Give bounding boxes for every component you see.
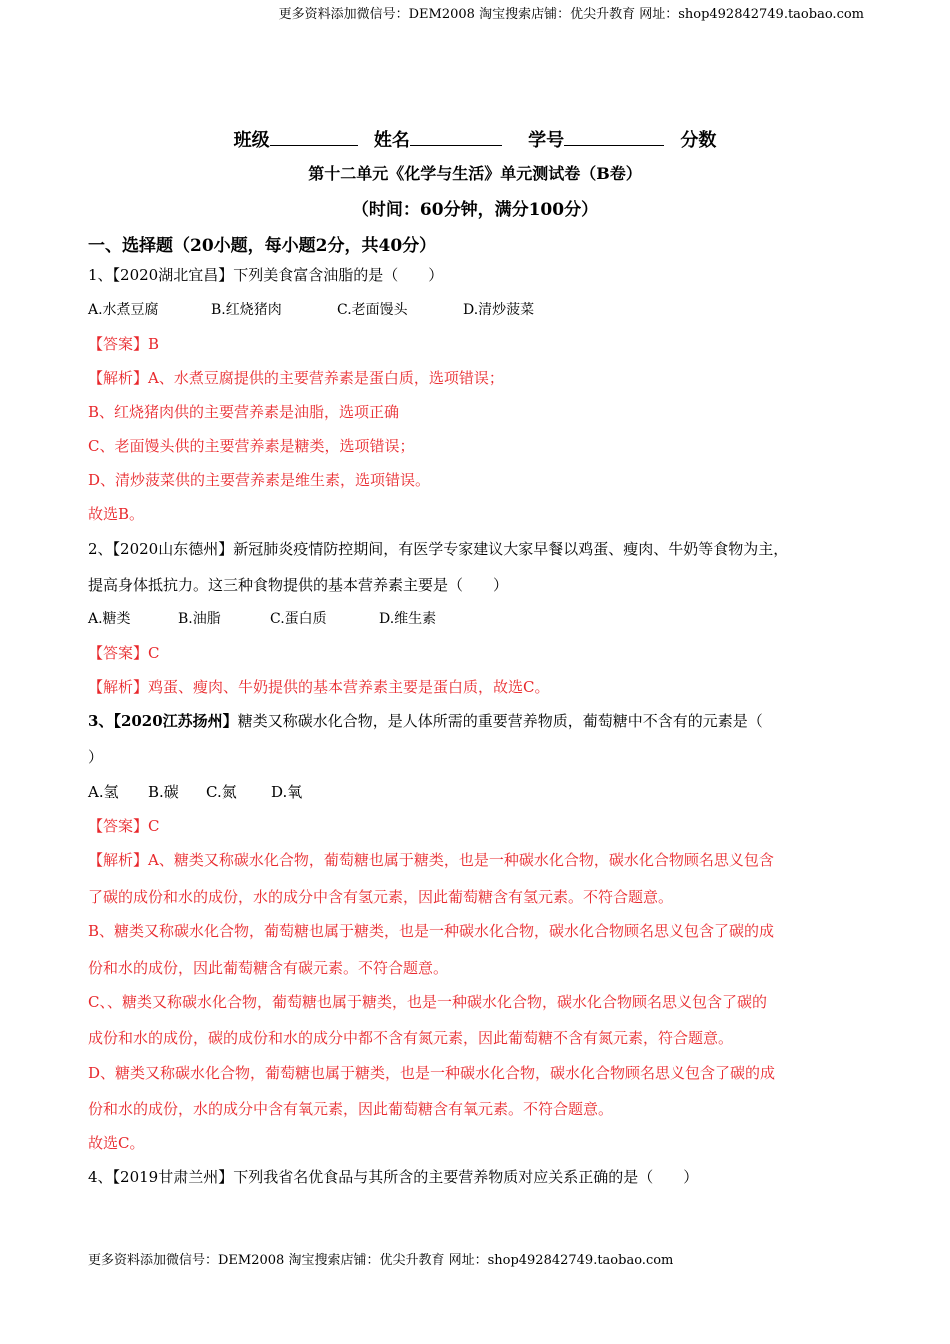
q2-answer: 【答案】C (88, 644, 160, 662)
section-heading: 一、选择题（20小题，每小题2分，共40分） (88, 236, 437, 256)
page-title: 第十二单元《化学与生活》单元测试卷（B卷） (308, 164, 642, 183)
q2-stem-1: 2、【2020山东德州】新冠肺炎疫情防控期间，有医学专家建议大家早餐以鸡蛋、瘦肉、牛奶等食物为主， (88, 540, 789, 558)
q3-option-a: A.氢 (88, 783, 119, 801)
q1-explain-1: 【解析】A、水煮豆腐提供的主要营养素是蛋白质，选项错误； (88, 369, 504, 387)
q3-stem-1 (88, 710, 763, 731)
q3-explain-8: 份和水的成份，水的成分中含有氧元素，因此葡萄糖含有氧元素。不符合题意。 (88, 1100, 614, 1118)
q3-option-c: C.氮 (206, 783, 237, 801)
class-label: 班级 (233, 130, 270, 151)
q3-answer: 【答案】C (88, 817, 160, 835)
q2-explain: 【解析】鸡蛋、瘦肉、牛奶提供的基本营养素主要是蛋白质，故选C。 (88, 678, 550, 696)
q1-explain-2: B、红烧猪肉供的主要营养素是油脂，选项正确 (88, 403, 400, 421)
q3-explain-6: 成份和水的成份，碳的成份和水的成分中都不含有氮元素，因此葡萄糖不含有氮元素，符合题意。 (88, 1029, 734, 1047)
q1-stem: 1、【2020湖北宜昌】下列美食富含油脂的是（ ） (88, 266, 444, 284)
q3-source: 【2020江苏扬州】 (113, 712, 238, 730)
q3-conclusion: 故选C。 (88, 1134, 145, 1152)
page-header: 更多资料添加微信号：DEM2008 淘宝搜索店铺：优尖升教育 网址：shop492842749.taobao.com (278, 7, 864, 22)
name-blank (410, 131, 502, 146)
q2-stem-2: 提高身体抵抗力。这三种食物提供的基本营养素主要是（ ） (88, 576, 509, 594)
q3-stem-2: ） (88, 748, 104, 766)
q3-stem-text: 糖类又称碳水化合物，是人体所需的重要营养物质，葡萄糖中不含有的元素是（ (237, 712, 763, 730)
q3-explain-7: D、糖类又称碳水化合物，葡萄糖也属于糖类，也是一种碳水化合物，碳水化合物顾名思义包含了碳的成 (88, 1064, 776, 1082)
q3-explain-2: 了碳的成份和水的成份，水的成分中含有氢元素，因此葡萄糖含有氢元素。不符合题意。 (88, 888, 674, 906)
q1-explain-3: C、老面馒头供的主要营养素是糖类，选项错误； (88, 437, 415, 455)
q2-option-c: C.蛋白质 (270, 611, 327, 627)
page-subtitle: （时间：60分钟，满分100分） (351, 200, 599, 220)
q1-option-a: A.水煮豆腐 (88, 302, 159, 318)
q4-stem: 4、【2019甘肃兰州】下列我省名优食品与其所含的主要营养物质对应关系正确的是（ ） (88, 1168, 699, 1186)
name-label: 姓名 (373, 130, 410, 151)
q1-option-d: D.清炒菠菜 (463, 302, 535, 318)
q3-explain-5: C、、糖类又称碳水化合物，葡萄糖也属于糖类，也是一种碳水化合物，碳水化合物顾名思义包含了碳的 (88, 993, 767, 1011)
score-label: 分数 (680, 130, 717, 151)
q3-explain-1: 【解析】A、糖类又称碳水化合物，葡萄糖也属于糖类，也是一种碳水化合物，碳水化合物顾名思义包含 (88, 851, 774, 869)
page-footer: 更多资料添加微信号：DEM2008 淘宝搜索店铺：优尖升教育 网址：shop492842749.taobao.com (88, 1253, 674, 1268)
q1-conclusion: 故选B。 (88, 505, 145, 523)
q2-options (88, 608, 436, 628)
q3-number: 3、 (88, 712, 114, 730)
q3-explain-4: 份和水的成份，因此葡萄糖含有碳元素。不符合题意。 (88, 959, 449, 977)
number-blank (564, 131, 664, 146)
q1-options (88, 299, 534, 319)
number-label: 学号 (528, 130, 565, 151)
q1-option-b: B.红烧猪肉 (211, 302, 282, 318)
q1-explain-4: D、清炒菠菜供的主要营养素是维生素，选项错误。 (88, 471, 431, 489)
q2-option-d: D.维生素 (379, 611, 437, 627)
q1-option-c: C.老面馒头 (337, 302, 408, 318)
q2-option-a: A.糖类 (88, 611, 131, 627)
q3-explain-3: B、糖类又称碳水化合物，葡萄糖也属于糖类，也是一种碳水化合物，碳水化合物顾名思义包含了碳的成 (88, 922, 775, 940)
q3-option-d: D.氧 (271, 783, 303, 801)
class-blank (270, 131, 358, 146)
q3-options (88, 781, 302, 802)
q3-option-b: B.碳 (148, 783, 179, 801)
student-info-line (0, 126, 950, 152)
q1-answer: 【答案】B (88, 335, 160, 353)
q2-option-b: B.油脂 (178, 611, 221, 627)
